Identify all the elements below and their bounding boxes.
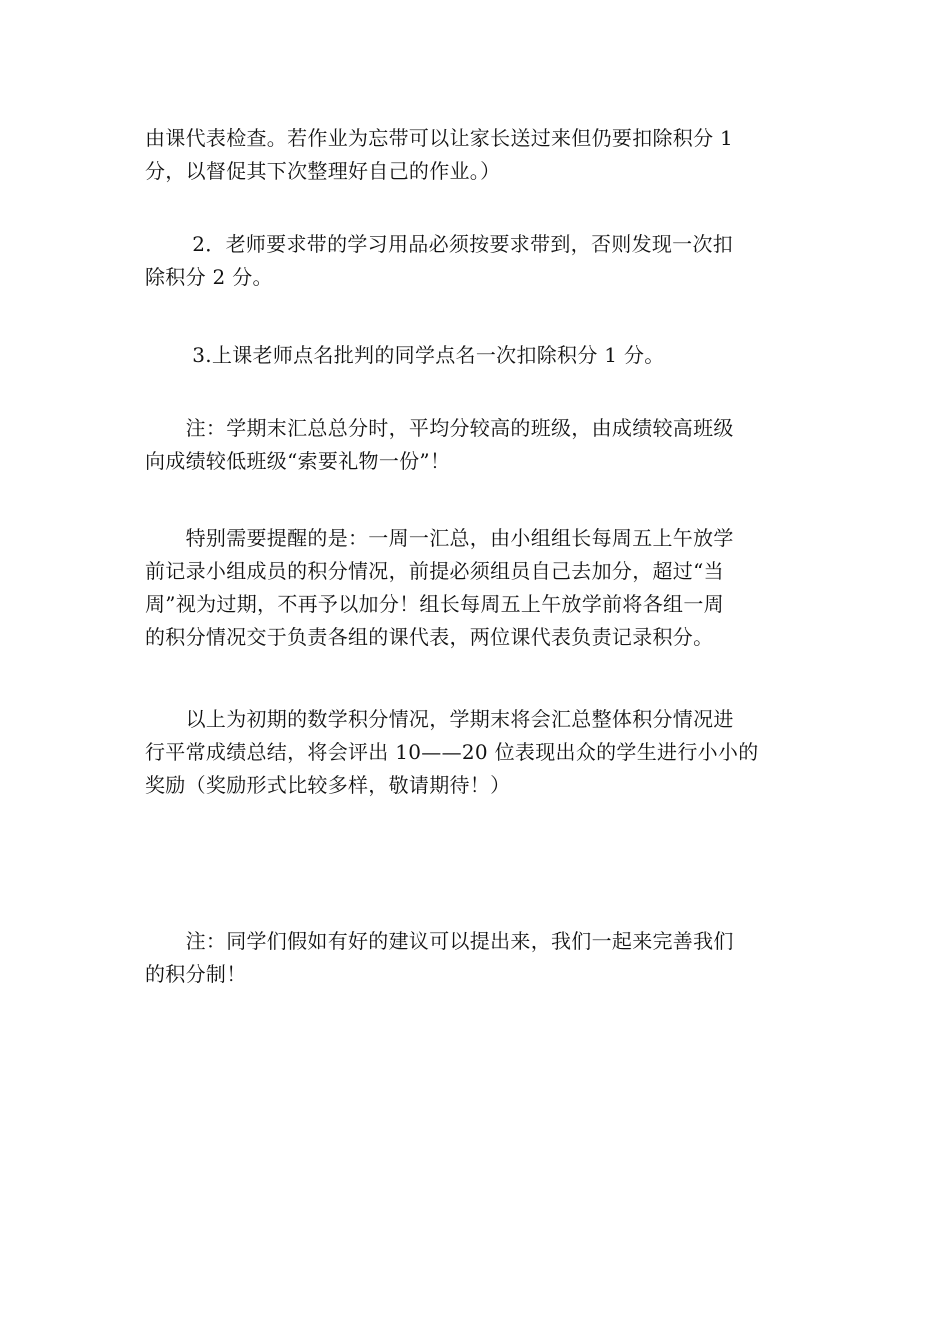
paragraph-note-semester xyxy=(145,412,810,478)
text-line: 注：同学们假如有好的建议可以提出来，我们一起来完善我们 xyxy=(145,929,734,953)
text-line: 由课代表检查。若作业为忘带可以让家长送过来但仍要扣除积分 1 xyxy=(145,126,734,150)
text-line: 的积分制！ xyxy=(145,962,247,986)
paragraph-reminder xyxy=(145,522,810,654)
paragraph-summary xyxy=(145,703,810,802)
text-line: 分，以督促其下次整理好自己的作业。） xyxy=(145,159,501,183)
paragraph-rule-3 xyxy=(145,339,810,372)
text-line: 2．老师要求带的学习用品必须按要求带到，否则发现一次扣 xyxy=(145,232,734,256)
text-line: 特别需要提醒的是：一周一汇总，由小组组长每周五上午放学 xyxy=(145,526,734,550)
text-line: 奖励（奖励形式比较多样，敬请期待！） xyxy=(145,773,511,797)
text-line: 以上为初期的数学积分情况，学期末将会汇总整体积分情况进 xyxy=(145,707,734,731)
paragraph-rule-2 xyxy=(145,228,810,294)
paragraph-homework-check xyxy=(145,122,810,188)
text-line: 除积分 2 分。 xyxy=(145,265,273,289)
text-line: 的积分情况交于负责各组的课代表，两位课代表负责记录积分。 xyxy=(145,625,714,649)
text-line: 周”视为过期，不再予以加分！组长每周五上午放学前将各组一周 xyxy=(145,592,724,616)
text-line: 3.上课老师点名批判的同学点名一次扣除积分 1 分。 xyxy=(145,343,665,367)
text-line: 前记录小组成员的积分情况，前提必须组员自己去加分，超过“当 xyxy=(145,559,724,583)
text-line: 行平常成绩总结，将会评出 10——20 位表现出众的学生进行小小的 xyxy=(145,740,759,764)
text-line: 注：学期末汇总总分时，平均分较高的班级，由成绩较高班级 xyxy=(145,416,734,440)
text-line: 向成绩较低班级“索要礼物一份”！ xyxy=(145,449,451,473)
paragraph-note-suggestions xyxy=(145,925,810,991)
